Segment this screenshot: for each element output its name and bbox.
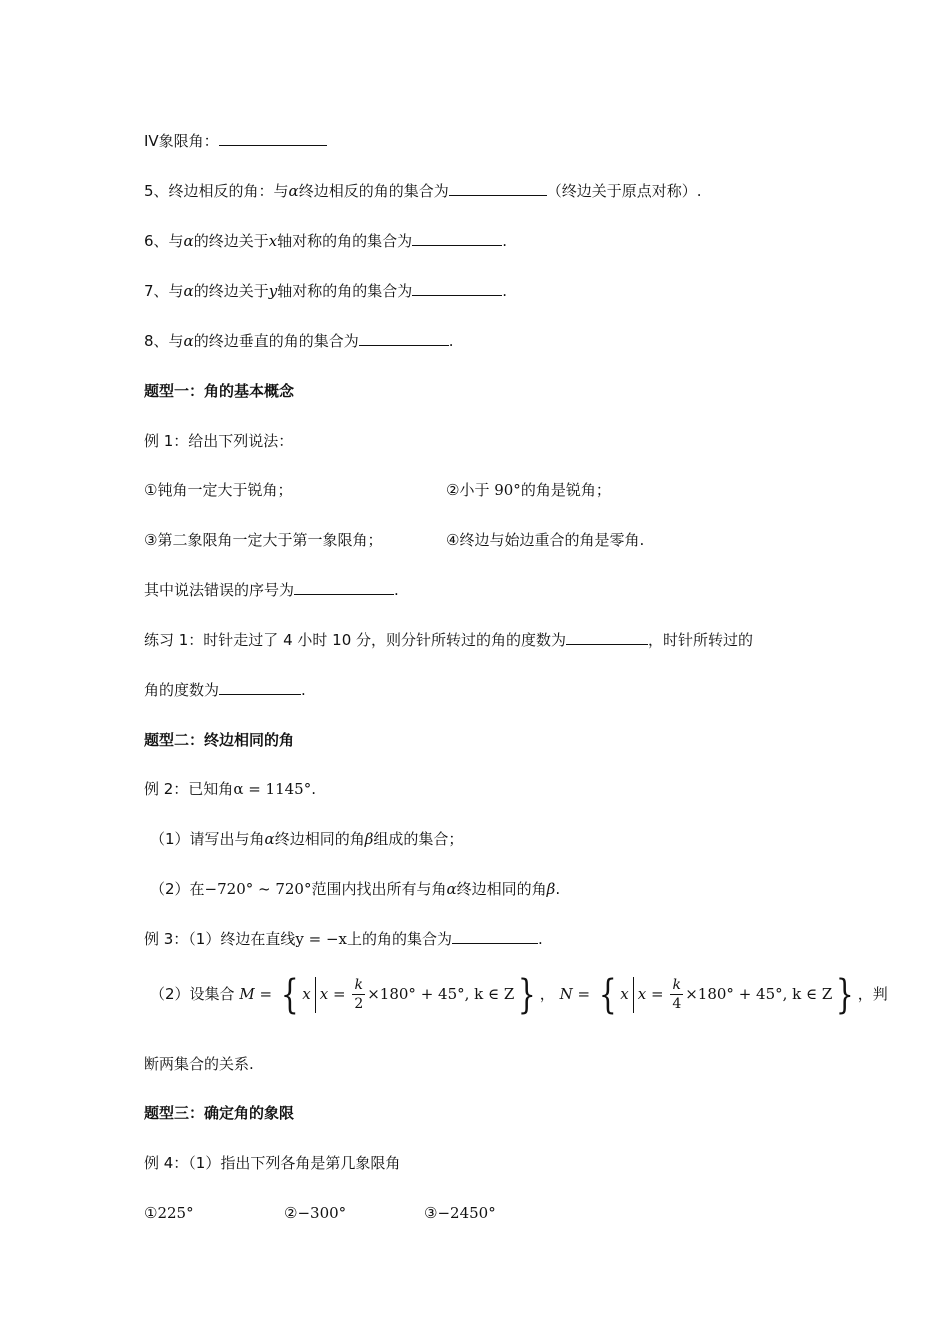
answer-blank[interactable]: [412, 279, 502, 296]
example-1-question: 其中说法错误的序号为 .: [144, 578, 399, 602]
example-1-intro: 例 1：给出下列说法：: [144, 432, 294, 450]
practice-1-line-2: 角的度数为 .: [144, 678, 306, 702]
section-heading-1: 题型一：角的基本概念: [144, 382, 295, 400]
example-1-statement-4: ④终边与始边重合的角是零角.: [446, 531, 645, 549]
quadrant-iv-line: IV象限角：: [144, 129, 327, 153]
example-3-part-1: 例 3：（1）终边在直线y = −x上的角的集合为 .: [144, 927, 543, 951]
item-7: 7、与α的终边关于y轴对称的角的集合为 .: [144, 279, 507, 303]
example-4-item-1: ①225°: [144, 1204, 194, 1222]
example-1-statement-3: ③第二象限角一定大于第一象限角；: [144, 531, 383, 549]
example-2-part-1: （1）请写出与角α终边相同的角β组成的集合；: [150, 830, 464, 848]
item-6: 6、与α的终边关于x轴对称的角的集合为 .: [144, 229, 507, 253]
answer-blank[interactable]: [449, 179, 547, 196]
example-1-statement-2: ②小于 90°的角是锐角；: [446, 481, 611, 499]
answer-blank[interactable]: [566, 628, 648, 645]
item-5: 5、终边相反的角：与α终边相反的角的集合为 （终边关于原点对称）.: [144, 179, 701, 203]
answer-blank[interactable]: [452, 927, 538, 944]
item-8: 8、与α的终边垂直的角的集合为 .: [144, 329, 453, 353]
fraction-k-over-4: $\frac{k}{4}$: [672, 977, 682, 1012]
fraction-k-over-2: $\frac{k}{2}$: [354, 977, 364, 1012]
example-4-item-2: ②−300°: [284, 1204, 347, 1222]
example-3-part-2-continued: 断两集合的关系.: [144, 1055, 254, 1073]
answer-blank[interactable]: [219, 129, 327, 146]
left-brace: {: [598, 971, 617, 1018]
answer-blank[interactable]: [219, 678, 301, 695]
section-heading-2: 题型二：终边相同的角: [144, 731, 295, 749]
example-2-intro: 例 2：已知角α = 1145°.: [144, 780, 317, 798]
example-1-statement-1: ①钝角一定大于锐角；: [144, 481, 293, 499]
right-brace: }: [518, 971, 536, 1018]
example-4-item-3: ③−2450°: [424, 1204, 496, 1222]
right-brace: }: [836, 971, 854, 1018]
answer-blank[interactable]: [294, 578, 394, 595]
answer-blank[interactable]: [412, 229, 502, 246]
set-divider: [633, 977, 634, 1013]
answer-blank[interactable]: [359, 329, 449, 346]
example-2-part-2: （2）在−720° ~ 720°范围内找出所有与角α终边相同的角β.: [150, 880, 561, 898]
example-4-intro: 例 4：（1）指出下列各角是第几象限角: [144, 1154, 401, 1172]
section-heading-3: 题型三：确定角的象限: [144, 1104, 295, 1122]
practice-1-line-1: 练习 1：时针走过了 4 小时 10 分，则分针所转过的角的度数为 ，时针所转过的: [144, 628, 753, 652]
set-divider: [315, 977, 316, 1013]
example-3-part-2: （2）设集合 M = { x x = $\frac{k}{2}$ ×180° + 45°, k ∈ Z} ， N = { x x = $\frac{k}{4}$ ×180° + 45°, k ∈ Z} ，判: [150, 971, 888, 1018]
left-brace: {: [280, 971, 299, 1018]
